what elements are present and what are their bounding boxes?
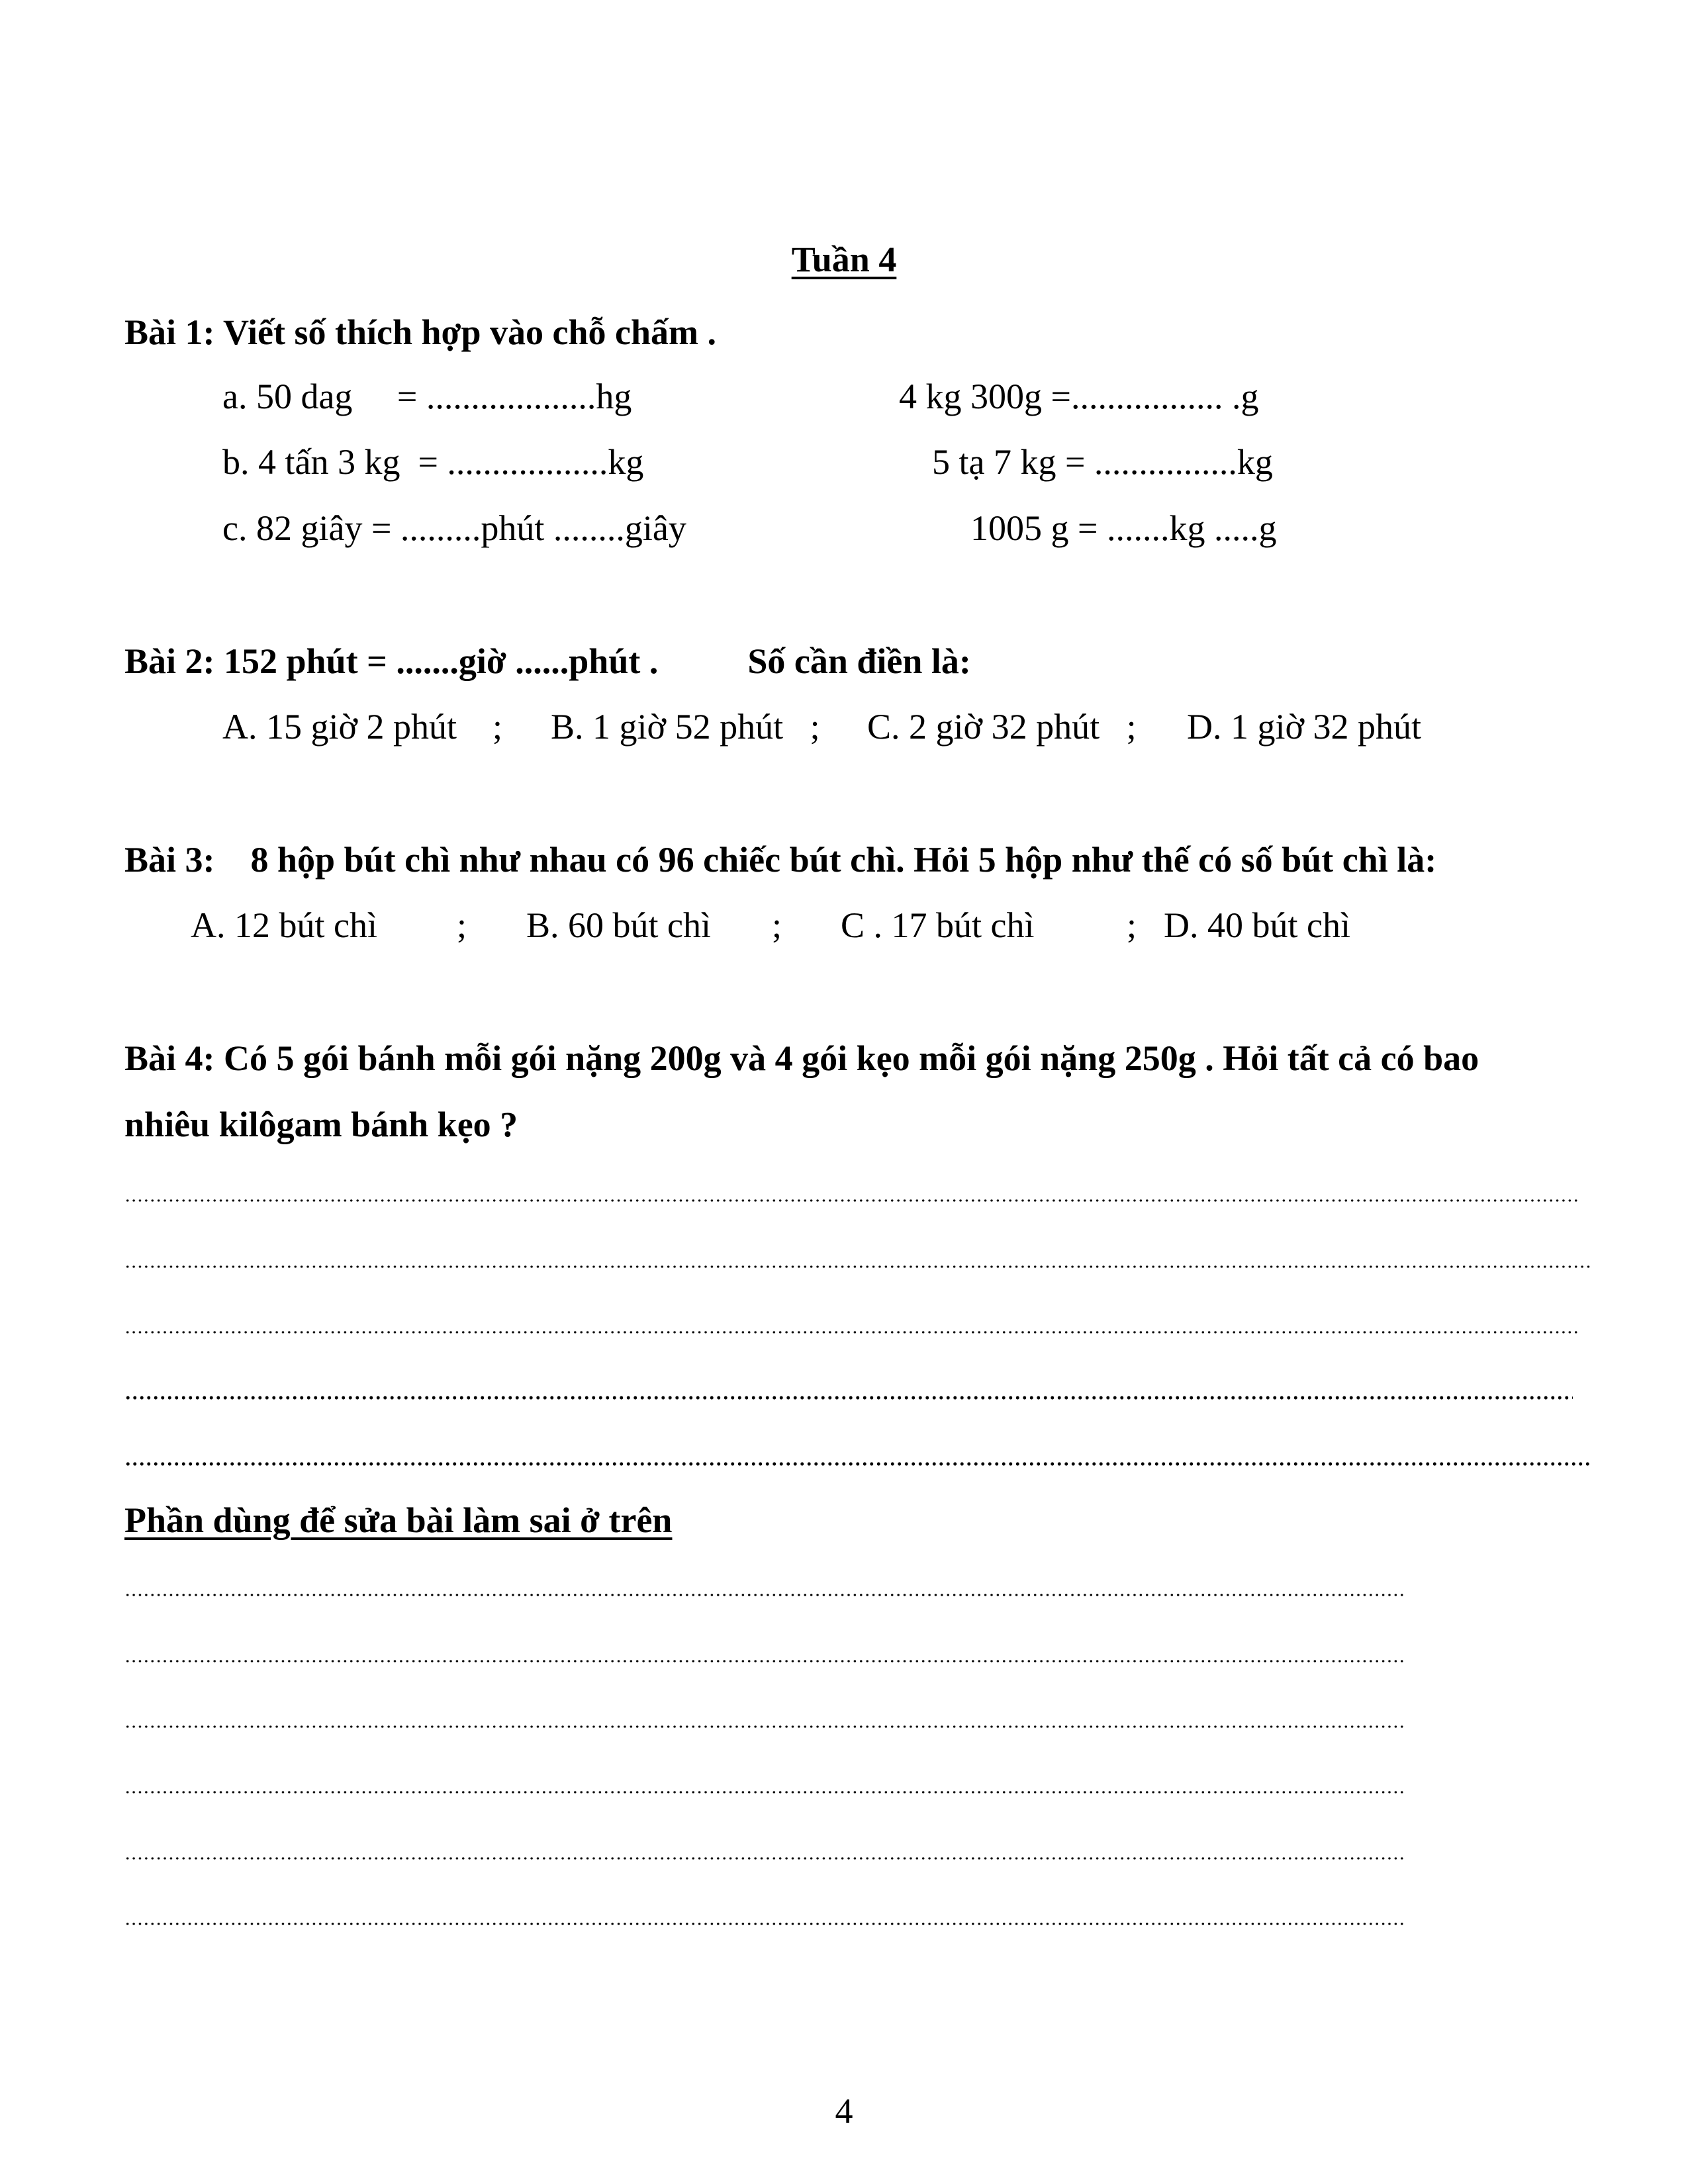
- answer-line: [124, 1375, 1573, 1401]
- correction-line: [124, 1768, 1405, 1795]
- exercise-1-row-c-right: 1005 g = .......kg .....g: [970, 508, 1277, 548]
- correction-line: [124, 1571, 1405, 1598]
- exercise-2-option-b: B. 1 giờ 52 phút ;: [551, 707, 820, 747]
- exercise-1-row-a-left: a. 50 dag = ...................hg: [222, 377, 632, 416]
- exercise-2-option-d: D. 1 giờ 32 phút: [1187, 707, 1422, 747]
- exercise-4-heading-line-2: nhiêu kilôgam bánh kẹo ?: [124, 1105, 518, 1144]
- page-title: Tuần 4: [791, 240, 897, 279]
- exercise-1-row-b-right: 5 tạ 7 kg = ................kg: [932, 442, 1273, 482]
- correction-line: [124, 1835, 1405, 1861]
- answer-line: [124, 1177, 1581, 1203]
- exercise-3-heading: Bài 3: 8 hộp bút chì như nhau có 96 chiếc bút chì. Hỏi 5 hộp như thế có số bút chì là:: [124, 840, 1437, 880]
- answer-line: [124, 1243, 1591, 1269]
- exercise-3-option-b: B. 60 bút chì: [526, 905, 711, 945]
- exercise-3-option-a: A. 12 bút chì: [191, 905, 377, 945]
- exercise-2-heading: Bài 2: 152 phút = .......giờ ......phút . Số cần điền là:: [124, 641, 971, 681]
- exercise-1-row-b-left: b. 4 tấn 3 kg = ..................kg: [222, 442, 644, 482]
- exercise-1-row-a-right: 4 kg 300g =................. .g: [899, 377, 1259, 416]
- correction-line: [124, 1900, 1405, 1927]
- exercise-2-option-a: A. 15 giờ 2 phút ;: [222, 707, 503, 747]
- exercise-2-option-c: C. 2 giờ 32 phút ;: [867, 707, 1137, 747]
- correction-line: [124, 1703, 1405, 1729]
- exercise-3-separator-2: ;: [772, 905, 782, 945]
- exercise-1-heading: Bài 1: Viết số thích hợp vào chỗ chấm .: [124, 312, 716, 352]
- exercise-3-option-d: D. 40 bút chì: [1164, 905, 1350, 945]
- exercise-3-option-c: C . 17 bút chì: [841, 905, 1035, 945]
- correction-line: [124, 1637, 1405, 1664]
- exercise-3-separator-1: ;: [457, 905, 467, 945]
- exercise-4-heading-line-1: Bài 4: Có 5 gói bánh mỗi gói nặng 200g và 4 gói kẹo mỗi gói nặng 250g . Hỏi tất cả có bao: [124, 1038, 1479, 1078]
- answer-line: [124, 1441, 1591, 1467]
- exercise-1-row-c-left: c. 82 giây = .........phút ........giây: [222, 508, 686, 548]
- page-number: 4: [835, 2091, 853, 2131]
- answer-line: [124, 1308, 1581, 1335]
- exercise-3-separator-3: ;: [1127, 905, 1137, 945]
- correction-heading: Phần dùng để sửa bài làm sai ở trên: [124, 1500, 673, 1540]
